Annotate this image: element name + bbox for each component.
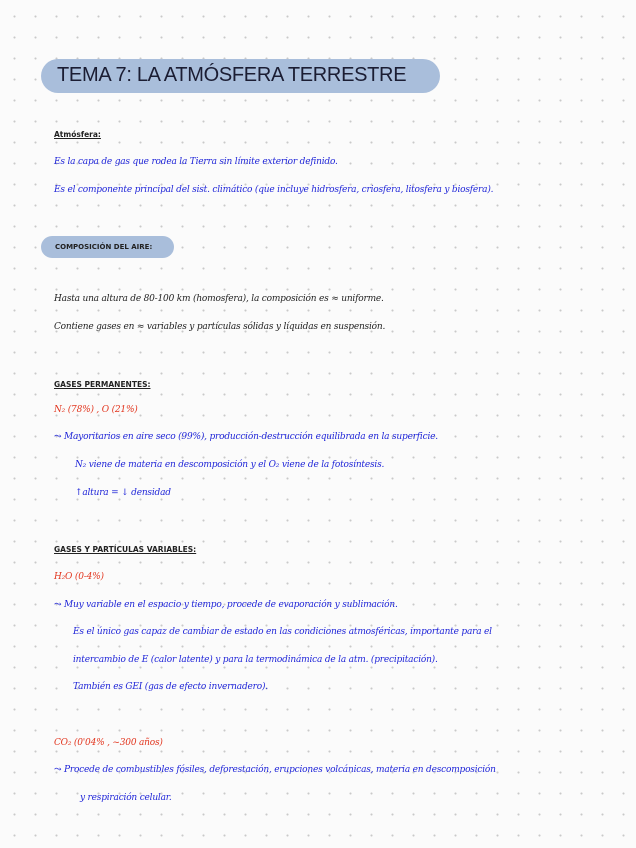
page-title: TEMA 7: LA ATMÓSFERA TERRESTRE [57,64,407,86]
co2-formula: CO₂ (0'04% , ~300 años) [54,738,163,748]
h2o-line-2: Es el único gas capaz de cambiar de estado en las condiciones atmosféricas, importante para el [73,627,492,637]
co2-line-2: y respiración celular. [80,793,172,803]
h2o-formula: H₂O (0-4%) [54,572,104,582]
h2o-line-3: intercambio de E (calor latente) y para la termodinámica de la atm. (precipitación). [73,655,438,665]
gases-permanentes-line-2: N₂ viene de materia en descomposición y el O₂ viene de la fotosíntesis. [75,460,385,470]
gases-permanentes-line-3: ↑altura = ↓ densidad [75,488,171,498]
h2o-line-4: También es GEI (gas de efecto invernadero). [73,682,268,692]
atmosfera-line-1: Es la capa de gas que rodea la Tierra sin límite exterior definido. [54,157,338,167]
composicion-heading: COMPOSICIÓN DEL AIRE: [55,243,153,251]
gases-permanentes-heading: GASES PERMANENTES: [54,380,151,389]
composicion-line-1: Hasta una altura de 80-100 km (homosfera), la composición es ≈ uniforme. [54,294,384,304]
gases-permanentes-formula: N₂ (78%) , O (21%) [54,405,138,415]
gases-variables-heading: GASES Y PARTÍCULAS VARIABLES: [54,545,197,554]
atmosfera-heading: Atmósfera: [54,130,101,139]
atmosfera-line-2: Es el componente principal del sist. climático (que incluye hidrosfera, criosfera, litosfera y biosfera). [54,185,494,195]
gases-permanentes-line-1: ⤳ Mayoritarios en aire seco (99%), producción-destrucción equilibrada en la superficie. [54,432,438,442]
h2o-line-1: ⤳ Muy variable en el espacio y tiempo, procede de evaporación y sublimación. [54,600,398,610]
composicion-line-2: Contiene gases en ≈ variables y partículas sólidas y líquidas en suspensión. [54,322,386,332]
co2-line-1: ⤳ Procede de combustibles fósiles, deforestación, erupciones volcánicas, materia en descomposición [54,765,496,775]
